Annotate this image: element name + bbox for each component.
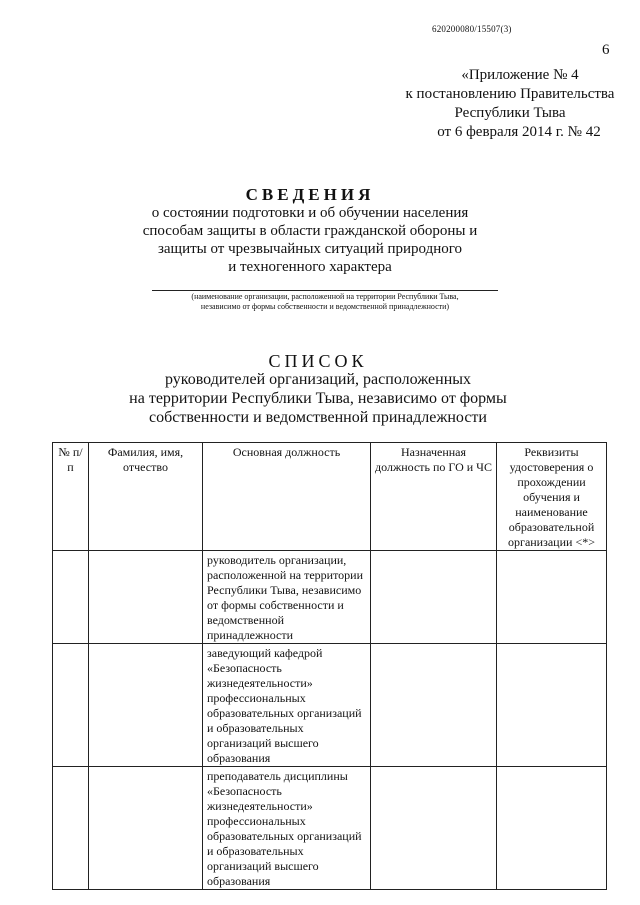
cell-main-position: преподаватель дисциплины «Безопасность жизнедеятельности» профессиональных образовательных организаций и образовательных организаций высшего образования	[203, 767, 371, 890]
table-row	[53, 767, 607, 890]
cell-certificate-details	[497, 767, 607, 890]
svedenia-line: защиты от чрезвычайных ситуаций природного	[157, 241, 463, 257]
col-header-civil-defense-position: Назначенная должность по ГО и ЧС	[371, 443, 497, 551]
svedenia-title: СВЕДЕНИЯ	[245, 185, 375, 204]
cell-number	[53, 767, 89, 890]
org-note-line: независимо от формы собственности и ведомственной принадлежности)	[200, 302, 450, 311]
organization-name-note	[150, 292, 500, 312]
cell-full-name	[89, 551, 203, 644]
cell-main-position: заведующий кафедрой «Безопасность жизнедеятельности» профессиональных образовательных организаций и образовательных организаций высшего образования	[203, 644, 371, 767]
svedenia-line: и техногенного характера	[228, 259, 392, 275]
col-header-full-name: Фамилия, имя, отчество	[89, 443, 203, 551]
svedenia-line: способам защиты в области гражданской обороны и	[142, 223, 478, 239]
appendix-line: к постановлению Правительства	[405, 86, 615, 102]
cell-number	[53, 644, 89, 767]
cell-certificate-details	[497, 644, 607, 767]
appendix-reference	[390, 66, 630, 142]
page-number: 6	[602, 42, 610, 58]
table-row	[53, 644, 607, 767]
appendix-line: Республики Тыва	[454, 105, 566, 121]
cell-main-position: руководитель организации, расположенной на территории Республики Тыва, независимо от формы собственности и ведомственной принадлежности	[203, 551, 371, 644]
appendix-line: «Приложение № 4	[461, 67, 579, 83]
cell-full-name	[89, 644, 203, 767]
table-row	[53, 551, 607, 644]
cell-certificate-details	[497, 551, 607, 644]
spisok-line: собственности и ведомственной принадлежности	[149, 409, 487, 426]
cell-number	[53, 551, 89, 644]
organization-name-line	[152, 290, 498, 291]
spisok-line: на территории Республики Тыва, независимо от формы	[129, 390, 507, 407]
cell-full-name	[89, 767, 203, 890]
cell-civil-defense-position	[371, 551, 497, 644]
spisok-title: СПИСОК	[268, 351, 368, 371]
appendix-line: от 6 февраля 2014 г. № 42	[437, 124, 601, 140]
managers-table	[52, 442, 607, 890]
col-header-certificate-details: Реквизиты удостоверения о прохождении обучения и наименование образовательной организации <*>	[497, 443, 607, 551]
svedenia-line: о состоянии подготовки и об обучении населения	[151, 205, 469, 221]
spisok-heading	[0, 352, 638, 427]
table-header-row	[53, 443, 607, 551]
cell-civil-defense-position	[371, 767, 497, 890]
col-header-number: № п/п	[53, 443, 89, 551]
document-code: 620200080/15507(3)	[432, 24, 512, 34]
spisok-line: руководителей организаций, расположенных	[164, 371, 472, 388]
cell-civil-defense-position	[371, 644, 497, 767]
col-header-main-position: Основная должность	[203, 443, 371, 551]
org-note-line: (наименование организации, расположенной на территории Республики Тыва,	[191, 292, 459, 301]
svedenia-heading	[0, 186, 630, 276]
